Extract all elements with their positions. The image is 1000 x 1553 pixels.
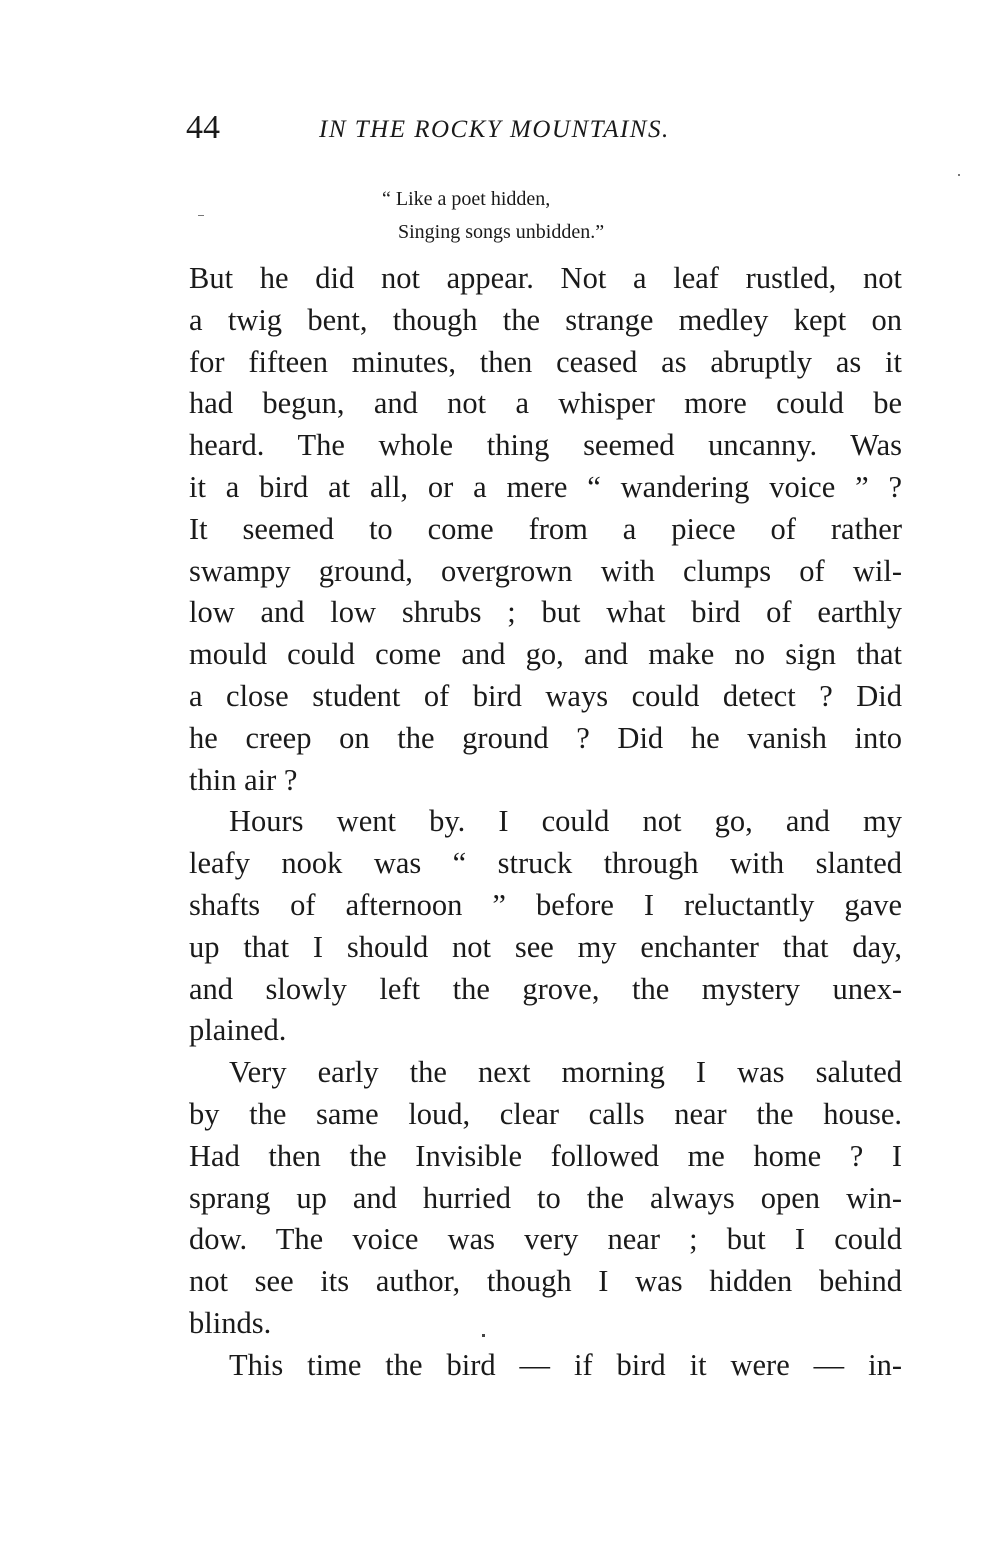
text-line: had begun, and not a whisper more could be bbox=[189, 386, 902, 421]
text-line: Had then the Invisible followed me home ? I bbox=[189, 1138, 902, 1173]
text-line: This time the bird — if bird it were — in- bbox=[229, 1347, 902, 1382]
scan-speck bbox=[958, 174, 960, 176]
text-line: for fifteen minutes, then ceased as abruptly as it bbox=[189, 344, 902, 379]
page-number: 44 bbox=[186, 109, 220, 146]
text-line: not see its author, though I was hidden behind bbox=[189, 1264, 902, 1299]
text-line: and slowly left the grove, the mystery unex- bbox=[189, 971, 902, 1006]
text-line: blinds. bbox=[189, 1305, 272, 1340]
epigraph bbox=[382, 183, 604, 249]
epigraph-line: Singing songs unbidden.” bbox=[398, 221, 605, 243]
text-line: it a bird at all, or a mere “ wandering voice ” ? bbox=[189, 469, 902, 504]
text-line: dow. The voice was very near ; but I could bbox=[189, 1222, 902, 1257]
text-line: plained. bbox=[189, 1013, 287, 1048]
text-line: a close student of bird ways could detect ? Did bbox=[189, 678, 902, 713]
running-title: IN THE ROCKY MOUNTAINS. bbox=[319, 116, 670, 143]
epigraph-line: “ Like a poet hidden, bbox=[382, 188, 551, 210]
text-line: mould could come and go, and make no sign that bbox=[189, 637, 902, 672]
text-line: up that I should not see my enchanter that day, bbox=[189, 929, 902, 964]
text-line: It seemed to come from a piece of rather bbox=[189, 511, 902, 546]
text-line: low and low shrubs ; but what bird of earthly bbox=[189, 595, 902, 630]
text-line: heard. The whole thing seemed uncanny. Was bbox=[189, 428, 902, 463]
text-line: leafy nook was “ struck through with slanted bbox=[189, 846, 902, 881]
body-text bbox=[189, 258, 902, 1387]
text-line: Hours went by. I could not go, and my bbox=[229, 804, 902, 839]
text-line: a twig bent, though the strange medley kept on bbox=[189, 302, 902, 337]
text-line: But he did not appear. Not a leaf rustled, not bbox=[189, 261, 902, 295]
text-line: thin air ? bbox=[189, 762, 298, 797]
scan-speck bbox=[198, 215, 204, 216]
text-line: by the same loud, clear calls near the house. bbox=[189, 1096, 902, 1131]
scan-speck bbox=[482, 1334, 485, 1337]
text-line: swampy ground, overgrown with clumps of wil- bbox=[189, 553, 902, 588]
text-line: he creep on the ground ? Did he vanish into bbox=[189, 720, 902, 755]
page-header bbox=[186, 108, 902, 158]
text-line: sprang up and hurried to the always open win- bbox=[189, 1180, 902, 1215]
text-line: shafts of afternoon ” before I reluctantly gave bbox=[189, 887, 902, 922]
text-line: Very early the next morning I was saluted bbox=[229, 1055, 902, 1090]
